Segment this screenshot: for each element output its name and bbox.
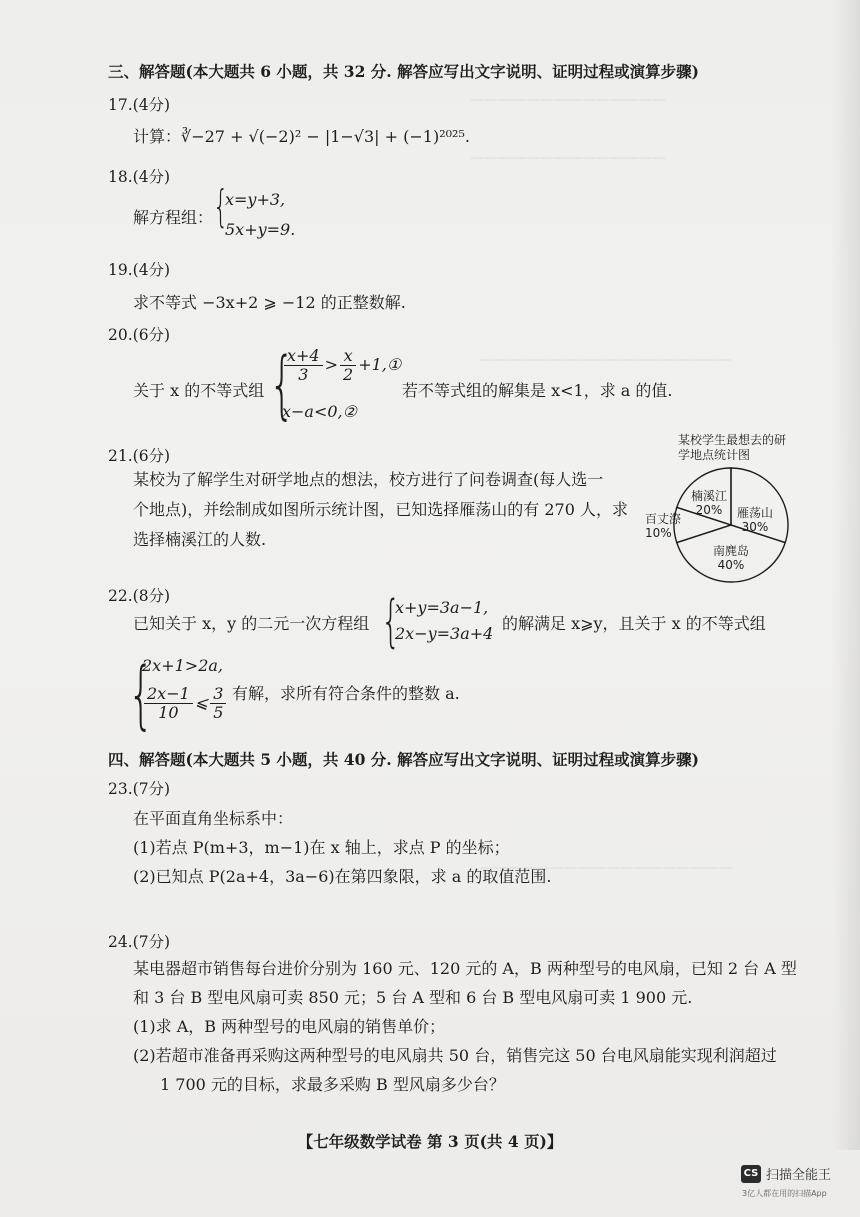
q18-brace: { [213, 181, 229, 232]
q24-line4: (2)若超市准备再采购这两种型号的电风扇共 50 台，销售完这 50 台电风扇能实现利润超过 [133, 1046, 777, 1065]
q23-line2: (1)若点 P(m+3，m−1)在 x 轴上，求点 P 的坐标； [133, 838, 510, 857]
q20-gt: > [324, 355, 339, 374]
q20-frac1 [284, 347, 323, 384]
q20-frac1-den: 3 [298, 365, 309, 384]
q18-eq2: 5x+y=9. [225, 220, 296, 239]
q20-frac1-num: x+4 [284, 347, 323, 366]
q21-number: 21.(6分) [108, 447, 171, 465]
page-footer: 【七年级数学试卷 第 3 页(共 4 页)】 [297, 1132, 563, 1151]
scanner-name: 扫描全能王 [766, 1168, 832, 1183]
q18-label: 解方程组： [133, 208, 214, 227]
q20-lead: 关于 x 的不等式组 [133, 381, 265, 400]
q20-brace: { [269, 342, 295, 428]
cs-logo-icon: CS [741, 1165, 761, 1183]
q19-number: 19.(4分) [108, 261, 171, 279]
pie-slice-nanxijiang [677, 468, 731, 525]
q22-ineq2 [142, 685, 228, 722]
q22-brace2: { [128, 652, 154, 738]
q20-after: 若不等式组的解集是 x<1，求 a 的值. [402, 381, 673, 400]
section-4-title: 四、解答题(本大题共 5 小题，共 40 分. 解答应写出文字说明、证明过程或演算步骤) [108, 750, 699, 769]
q20-number: 20.(6分) [108, 326, 171, 344]
pie-slice-yandangshan [731, 468, 788, 543]
bleed-through-text: —————————————————— [480, 352, 732, 368]
q22-number: 22.(8分) [108, 587, 171, 605]
q19-text: 求不等式 −3x+2 ⩾ −12 的正整数解. [133, 293, 406, 312]
q22-lead: 已知关于 x，y 的二元一次方程组 [133, 614, 370, 633]
q24-line3: (1)求 A，B 两种型号的电风扇的销售单价； [133, 1017, 446, 1036]
bleed-through-text: —————————————— [470, 150, 666, 166]
q17-content [133, 124, 470, 147]
q22-eq1: x+y=3a−1, [395, 598, 489, 617]
q22-ineq1: 2x+1>2a, [142, 656, 223, 675]
q22-tail: 有解，求所有符合条件的整数 a. [232, 684, 460, 703]
pie-label-1: 南麂岛 40% [712, 544, 750, 572]
q24-line1: 某电器超市销售每台进价分别为 160 元、120 元的 A，B 两种型号的电风扇，已知 2 台 A 型 [133, 959, 797, 978]
q22-le: ⩽ [194, 693, 209, 712]
q23-number: 23.(7分) [108, 780, 171, 798]
pie-slice-baizhangji [674, 507, 731, 542]
q17-number: 17.(4分) [108, 96, 171, 114]
pie-label-2: 百丈漈 10% [645, 512, 682, 540]
q22-after: 的解满足 x⩾y，且关于 x 的不等式组 [502, 614, 766, 633]
q20-ineq1 [282, 347, 401, 384]
q22-brace1: { [381, 589, 401, 654]
q22-frac1 [144, 685, 193, 722]
q22-frac1-num: 2x−1 [144, 685, 193, 704]
q18-number: 18.(4分) [108, 168, 171, 186]
q24-line2: 和 3 台 B 型电风扇可卖 850 元；5 台 A 型和 6 台 B 型电风扇可卖 1 900 元. [133, 988, 693, 1007]
q18-eq1: x=y+3, [225, 190, 286, 209]
q20-frac2-num: x [340, 347, 356, 366]
q23-line3: (2)已知点 P(2a+4，3a−6)在第四象限，求 a 的取值范围. [133, 867, 552, 886]
pie-label-0: 雁荡山 30% [736, 506, 774, 534]
q22-frac2-num: 3 [210, 685, 226, 704]
pie-slice-nanjidao [677, 525, 785, 582]
scanner-tagline: 3亿人都在用的扫描App [742, 1189, 827, 1198]
pie-label-3: 楠溪江 20% [690, 489, 728, 517]
q17-label: 计算： [133, 127, 182, 146]
bleed-through-text: —————————————— [470, 92, 666, 108]
scanner-watermark [741, 1164, 831, 1183]
q20-tail1: +1,① [358, 355, 402, 374]
q21-line1: 某校为了解学生对研学地点的想法，校方进行了问卷调查(每人选一 [133, 470, 604, 489]
chart-title: 某校学生最想去的研学地点统计图 [678, 433, 787, 462]
page-edge-shadow [832, 0, 860, 1150]
q21-line2: 个地点)，并绘制成如图所示统计图，已知选择雁荡山的有 270 人，求 [133, 500, 628, 519]
q20-frac2-den: 2 [343, 365, 354, 384]
section-3-title: 三、解答题(本大题共 6 小题，共 32 分. 解答应写出文字说明、证明过程或演算步骤) [108, 62, 699, 81]
q17-expression: ∛−27 + √(−2)² − |1−√3| + (−1)²⁰²⁵. [181, 127, 470, 146]
q21-line3: 选择楠溪江的人数. [133, 530, 267, 549]
q20-ineq2: x−a<0,② [282, 402, 357, 421]
q22-frac2-den: 5 [213, 703, 224, 722]
q24-number: 24.(7分) [108, 933, 171, 951]
q22-frac1-den: 10 [158, 703, 179, 722]
q20-frac2 [340, 347, 356, 384]
q24-line5: 1 700 元的目标，求最多采购 B 型风扇多少台？ [160, 1075, 505, 1094]
q23-line1: 在平面直角坐标系中： [133, 809, 294, 828]
q22-frac2 [210, 685, 226, 722]
bleed-through-text: —————————————————— [480, 860, 732, 876]
q22-eq2: 2x−y=3a+4 [395, 624, 494, 643]
